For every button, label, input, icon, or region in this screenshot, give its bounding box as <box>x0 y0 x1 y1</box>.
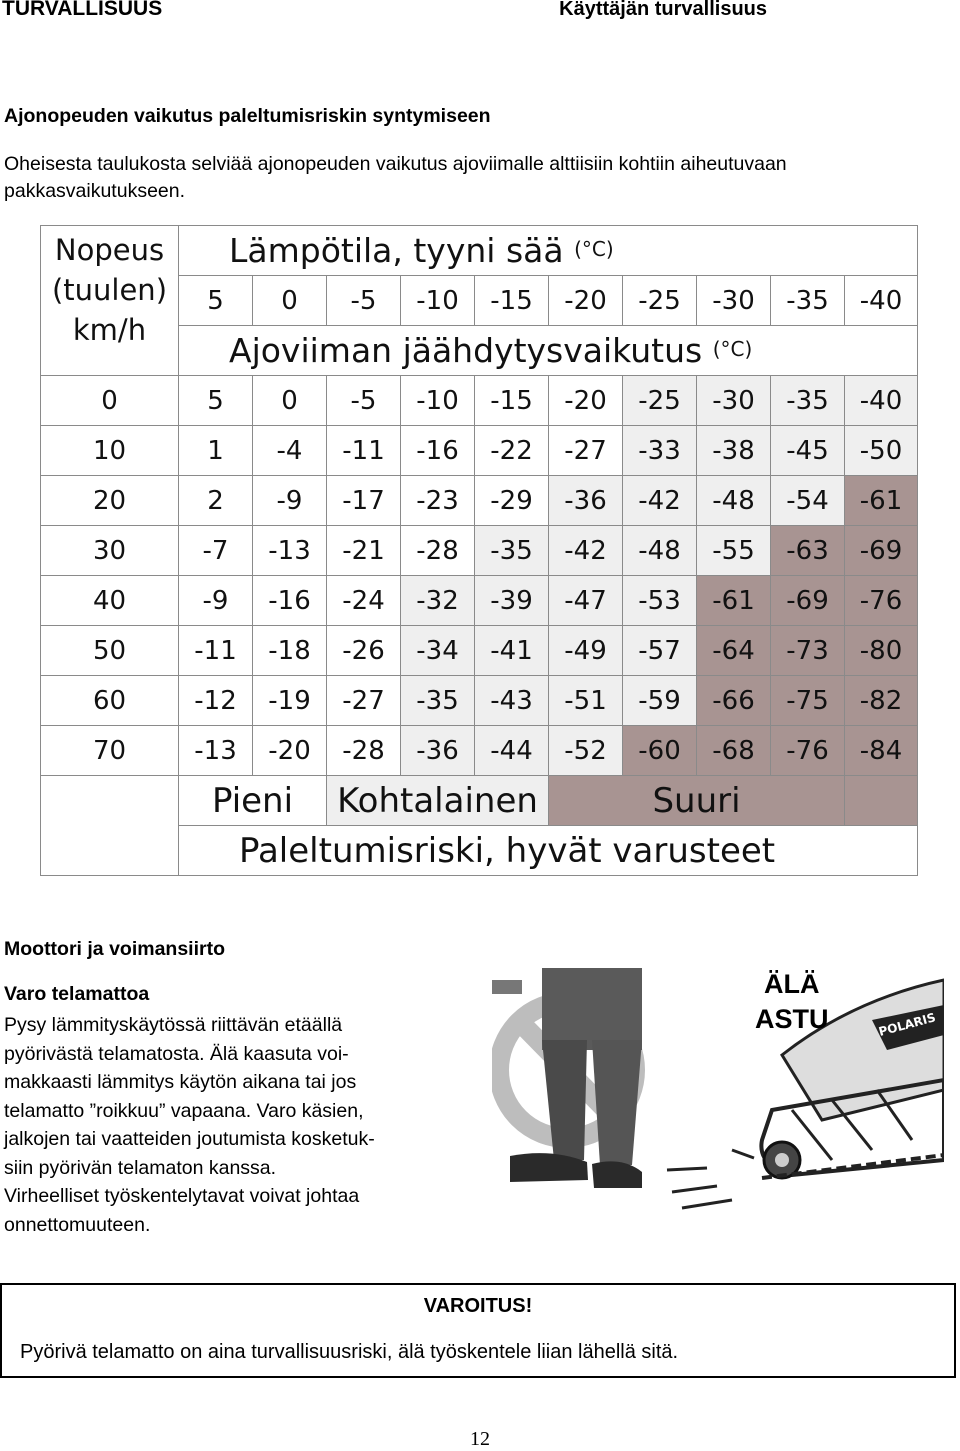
chill-value-cell: -49 <box>549 626 623 676</box>
chill-value-cell: -16 <box>253 576 327 626</box>
table-row <box>41 626 918 676</box>
warning-title: VAROITUS! <box>423 1295 533 1317</box>
chill-value-cell: -35 <box>771 376 845 426</box>
chill-value-cell: -76 <box>771 726 845 776</box>
warning-text: Pyörivä telamatto on aina turvallisuusriski, älä työskentele liian lähellä sitä. <box>20 1341 679 1363</box>
temperature-header <box>179 226 918 276</box>
chill-value-cell: -22 <box>475 426 549 476</box>
chill-value-cell: -64 <box>697 626 771 676</box>
chill-value-cell: -60 <box>623 726 697 776</box>
temperature-cell: -15 <box>475 276 549 326</box>
speed-header-line: Nopeus <box>54 233 165 267</box>
do-not-step-line: ÄLÄ <box>764 969 820 999</box>
chill-value-cell: 2 <box>179 476 253 526</box>
chill-value-cell: -10 <box>401 376 475 426</box>
temperature-cell: -10 <box>401 276 475 326</box>
chill-value-cell: -16 <box>401 426 475 476</box>
chill-value-cell: -61 <box>845 476 918 526</box>
table-row <box>41 426 918 476</box>
temperature-cell: -20 <box>549 276 623 326</box>
chill-value-cell: -75 <box>771 676 845 726</box>
chill-value-cell: -19 <box>253 676 327 726</box>
chill-value-cell: -42 <box>549 526 623 576</box>
chill-value-cell: -27 <box>327 676 401 726</box>
section-heading-speed: Ajonopeuden vaikutus paleltumisriskin syntymiseen <box>4 105 491 127</box>
speed-cell: 50 <box>41 626 179 676</box>
chill-value-cell: -35 <box>475 526 549 576</box>
speed-cell: 70 <box>41 726 179 776</box>
chill-value-cell: -27 <box>549 426 623 476</box>
section-heading-engine: Moottori ja voimansiirto <box>4 938 226 960</box>
temperature-cell: 0 <box>253 276 327 326</box>
chill-value-cell: -36 <box>401 726 475 776</box>
chill-unit: (°C) <box>712 337 753 361</box>
chill-value-cell: -52 <box>549 726 623 776</box>
paragraph-line: pyörivästä telamatosta. Älä kaasuta voi- <box>4 1042 349 1065</box>
chill-value-cell: -33 <box>623 426 697 476</box>
temperature-title: Lämpötila, tyyni sää <box>229 231 564 270</box>
temperature-unit: (°C) <box>574 237 614 261</box>
chill-value-cell: -15 <box>475 376 549 426</box>
chill-value-cell: -4 <box>253 426 327 476</box>
chill-value-cell: -36 <box>549 476 623 526</box>
track-warning-paragraph <box>4 1011 474 1239</box>
chill-value-cell: -23 <box>401 476 475 526</box>
chill-value-cell: -24 <box>327 576 401 626</box>
no-step-illustration <box>492 960 944 1220</box>
brand-logo: POLARIS <box>877 1010 938 1039</box>
paragraph-line: Pysy lämmityskäytössä riittävän etäällä <box>4 1014 343 1036</box>
chill-value-cell: -48 <box>623 526 697 576</box>
table-row <box>41 576 918 626</box>
chill-value-cell: -9 <box>179 576 253 626</box>
chill-value-cell: 1 <box>179 426 253 476</box>
temperature-cell: 5 <box>179 276 253 326</box>
speed-cell: 40 <box>41 576 179 626</box>
paragraph-line: siin pyörivän telamaton kanssa. <box>4 1156 277 1179</box>
paragraph-line: telamatto ”roikkuu” vapaana. Varo käsien, <box>4 1099 364 1122</box>
chill-value-cell: -48 <box>697 476 771 526</box>
temperature-cell: -35 <box>771 276 845 326</box>
chill-value-cell: -7 <box>179 526 253 576</box>
table-row <box>41 476 918 526</box>
chill-value-cell: -57 <box>623 626 697 676</box>
chill-value-cell: -80 <box>845 626 918 676</box>
chill-value-cell: -20 <box>253 726 327 776</box>
risk-footer: Paleltumisriski, hyvät varusteet <box>179 826 918 876</box>
risk-zone-high: Suuri <box>549 776 845 826</box>
temperature-cell: -30 <box>697 276 771 326</box>
risk-zone-low: Pieni <box>179 776 327 826</box>
chill-title: Ajoviiman jäähdytysvaikutus <box>229 331 703 370</box>
chill-value-cell: -43 <box>475 676 549 726</box>
chill-value-cell: -42 <box>623 476 697 526</box>
chill-value-cell: -63 <box>771 526 845 576</box>
chill-value-cell: -82 <box>845 676 918 726</box>
chill-value-cell: -5 <box>327 376 401 426</box>
chill-value-cell: -53 <box>623 576 697 626</box>
chill-value-cell: -20 <box>549 376 623 426</box>
header-chapter-title: Käyttäjän turvallisuus <box>559 0 767 20</box>
speed-cell: 10 <box>41 426 179 476</box>
chill-value-cell: -59 <box>623 676 697 726</box>
chill-value-cell: -9 <box>253 476 327 526</box>
subheading-track-warning: Varo telamattoa <box>4 983 150 1005</box>
chill-value-cell: -66 <box>697 676 771 726</box>
chill-value-cell: -69 <box>771 576 845 626</box>
chill-value-cell: -18 <box>253 626 327 676</box>
chill-value-cell: -28 <box>401 526 475 576</box>
intro-paragraph: Oheisesta taulukosta selviää ajonopeuden vaikutus ajoviimalle alttiisiin kohtiin aiheutuvaan pakkasvaikutukseen. <box>4 153 787 202</box>
chill-value-cell: -61 <box>697 576 771 626</box>
chill-value-cell: -25 <box>623 376 697 426</box>
chill-value-cell: -73 <box>771 626 845 676</box>
paragraph-line: makkaasti lämmitys käytön aikana tai jos <box>4 1071 357 1093</box>
chill-value-cell: -51 <box>549 676 623 726</box>
table-row <box>41 676 918 726</box>
speed-cell: 60 <box>41 676 179 726</box>
speed-header-line: (tuulen) <box>51 273 168 307</box>
chill-value-cell: -11 <box>327 426 401 476</box>
chill-value-cell: -41 <box>475 626 549 676</box>
zone-empty-cell <box>41 776 179 876</box>
chill-value-cell: -68 <box>697 726 771 776</box>
chill-value-cell: -34 <box>401 626 475 676</box>
chill-value-cell: -11 <box>179 626 253 676</box>
risk-zone-moderate: Kohtalainen <box>327 776 549 826</box>
chill-value-cell: -39 <box>475 576 549 626</box>
chill-value-cell: -35 <box>401 676 475 726</box>
risk-zone-high-tail <box>845 776 918 826</box>
chill-value-cell: -50 <box>845 426 918 476</box>
chill-value-cell: -21 <box>327 526 401 576</box>
table-row <box>41 376 918 426</box>
chill-value-cell: 5 <box>179 376 253 426</box>
chill-value-cell: -69 <box>845 526 918 576</box>
speed-cell: 20 <box>41 476 179 526</box>
speed-header-line: km/h <box>72 313 147 347</box>
header-section-title: TURVALLISUUS <box>2 0 163 20</box>
temperature-cell: -5 <box>327 276 401 326</box>
chill-value-cell: -55 <box>697 526 771 576</box>
table-row <box>41 526 918 576</box>
table-row <box>41 726 918 776</box>
chill-value-cell: -44 <box>475 726 549 776</box>
chill-value-cell: -40 <box>845 376 918 426</box>
chill-value-cell: -29 <box>475 476 549 526</box>
chill-value-cell: -32 <box>401 576 475 626</box>
chill-value-cell: -13 <box>179 726 253 776</box>
chill-value-cell: -13 <box>253 526 327 576</box>
chill-header <box>179 326 918 376</box>
chill-value-cell: -45 <box>771 426 845 476</box>
do-not-step-line: ASTU <box>755 1004 829 1034</box>
chill-value-cell: -76 <box>845 576 918 626</box>
temperature-cell: -25 <box>623 276 697 326</box>
speed-cell: 0 <box>41 376 179 426</box>
chill-value-cell: -38 <box>697 426 771 476</box>
speed-cell: 30 <box>41 526 179 576</box>
wind-chill-table <box>40 225 918 876</box>
chill-value-cell: -47 <box>549 576 623 626</box>
chill-value-cell: 0 <box>253 376 327 426</box>
paragraph-line: Virheelliset työskentelytavat voivat johtaa <box>4 1185 360 1207</box>
chill-value-cell: -54 <box>771 476 845 526</box>
chill-value-cell: -28 <box>327 726 401 776</box>
do-not-step-label <box>755 967 829 1037</box>
chill-value-cell: -30 <box>697 376 771 426</box>
chill-value-cell: -26 <box>327 626 401 676</box>
page-number: 12 <box>470 1428 490 1450</box>
chill-value-cell: -17 <box>327 476 401 526</box>
paragraph-line: jalkojen tai vaatteiden joutumista kosketuk- <box>4 1128 375 1150</box>
warning-box <box>0 1283 956 1378</box>
speed-column-header <box>41 226 179 376</box>
chill-value-cell: -12 <box>179 676 253 726</box>
person-legs-image <box>492 968 642 1188</box>
temperature-cell: -40 <box>845 276 918 326</box>
chill-value-cell: -84 <box>845 726 918 776</box>
paragraph-line: onnettomuuteen. <box>4 1213 151 1236</box>
